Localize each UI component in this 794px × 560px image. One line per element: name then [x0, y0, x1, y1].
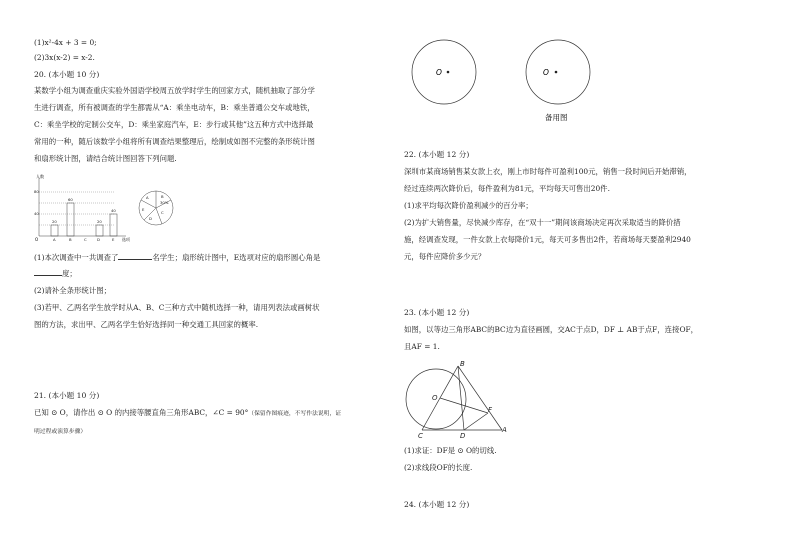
q22-line: 施，经调查发现，一件女款上衣每降价1元，每天可多售出2件，若商场每天要盈利2940	[404, 235, 691, 244]
q20-sub3-cont: 图的方法，求出甲、乙两名学生恰好选择同一种交通工具回家的概率.	[34, 320, 259, 329]
q21-note-cont: 明过程或演算步骤）	[34, 429, 87, 435]
bar-value: 20	[52, 219, 57, 224]
bar-d	[96, 225, 103, 236]
q22-line: 经过连续两次降价后，每件盈利为81元，平均每天可售出20件.	[404, 184, 610, 193]
q20-heading: 20. (本小题 10 分)	[34, 70, 100, 79]
circle-figure-2	[526, 40, 590, 104]
bar-a	[51, 225, 58, 236]
q23-geometry-figure	[404, 356, 514, 442]
tick-label: B	[69, 237, 72, 242]
q20-sub1-cont: 度；	[34, 267, 77, 279]
q20-line: 和扇形统计图，请结合统计图回答下列问题.	[34, 154, 177, 163]
q20-line: 生进行调查，所有被调查的学生都需从“A：乘坐电动车，B：乘坐普通公交车或地铁，	[34, 103, 315, 112]
center-dot	[555, 71, 558, 74]
x-axis-label: 选项	[122, 237, 130, 242]
circle-center-label: O	[543, 68, 549, 77]
equation-1: (1)x²-4x + 3 = 0;	[34, 38, 97, 47]
circle-figures	[408, 38, 608, 126]
q20-line: 某数学小组为调查重庆实验外国语学校周五放学时学生的回家方式，随机抽取了部分学	[34, 86, 315, 95]
q21-line: 已知 ⊙ O，请作出 ⊙ O 的内接等腰直角三角形ABC，∠C = 90°（保留作图痕迹，不写作法说明，证	[34, 408, 342, 417]
pie-label: D	[149, 216, 152, 221]
q20-line: 常用的一种，随后该数学小组将所有调查结果整理后，绘制成如图不完整的条形统计图	[34, 137, 315, 146]
q24-heading: 24. (本小题 12 分)	[404, 500, 470, 509]
q23-sub1: (1)求证：DF是 ⊙ O的切线.	[404, 446, 497, 455]
q23-sub2: (2)求线段OF的长度.	[404, 463, 473, 472]
circle-figure-1	[412, 40, 476, 104]
backup-figure-caption: 备用图	[545, 113, 568, 122]
equation-2: (2)3x(x-2) = x-2.	[34, 53, 95, 62]
q22-line: 元，每件应降价多少元？	[404, 252, 486, 261]
point-label-o: O	[432, 394, 438, 402]
pie-center-label: C	[161, 210, 164, 215]
q20-statistics-figure	[34, 174, 184, 246]
bar-value: 60	[68, 197, 73, 202]
q23-line: 如图，以等边三角形ABC的BC边为直径画圆，交AC于点D，DF ⊥ AB于点F，连接OF，	[404, 325, 699, 334]
y-tick: 40	[34, 211, 39, 216]
point-label-b: B	[460, 360, 465, 368]
pie-label: E	[142, 207, 145, 212]
tick-label: E	[112, 237, 115, 242]
q22-line: (2)为扩大销售量，尽快减少库存，在“双十一”期间该商场决定再次采取适当的降价措	[404, 218, 681, 227]
pie-label: A	[146, 195, 149, 200]
q21-note: （保留作图痕迹，不写作法说明，证	[248, 411, 342, 417]
point-label-f: F	[488, 406, 493, 414]
bar-value: 40	[111, 208, 116, 213]
y-tick: 80	[34, 189, 39, 194]
bar-value: 20	[97, 219, 102, 224]
q22-heading: 22. (本小题 12 分)	[404, 150, 470, 159]
q22-line: 深圳市某商场销售某女款上衣，刚上市时每件可盈利100元，销售一段时间后开始滞销，	[404, 167, 692, 176]
q22-line: (1)求平均每次降价盈利减少的百分率；	[404, 201, 533, 210]
q21-heading: 21. (本小题 10 分)	[34, 391, 100, 400]
point-label-a: A	[502, 426, 507, 434]
answer-blank[interactable]	[118, 251, 152, 260]
point-label-d: D	[460, 432, 466, 440]
y-axis-label: 人数	[36, 174, 44, 179]
q23-heading: 23. (本小题 12 分)	[404, 308, 470, 317]
bar-b	[67, 203, 74, 236]
q23-line: 且AF = 1.	[404, 342, 440, 351]
origin-label: O	[35, 237, 39, 242]
point-label-c: C	[418, 432, 423, 440]
q20-sub2: (2)请补全条形统计图；	[34, 286, 111, 295]
answer-blank[interactable]	[34, 267, 62, 276]
pie-percent: 30%	[160, 200, 169, 205]
center-dot	[447, 71, 450, 74]
tick-label: D	[97, 237, 100, 242]
tick-label: A	[53, 237, 56, 242]
pie-label: B	[161, 194, 164, 199]
q20-sub3: (3)若甲、乙两名学生放学时从A、B、C三种方式中随机选择一种，请用列表法或画树状	[34, 303, 320, 312]
q20-line: C：乘坐学校的定制公交车，D：乘坐家庭汽车，E：步行或其他”这五种方式中选择最	[34, 120, 314, 129]
bar-chart	[39, 178, 126, 236]
q20-sub1: (1)本次调查中一共调查了 名学生；扇形统计图中，E选项对应的扇形圆心角是	[34, 253, 321, 262]
tick-label: C	[84, 237, 87, 242]
circle-center-label: O	[436, 68, 442, 77]
